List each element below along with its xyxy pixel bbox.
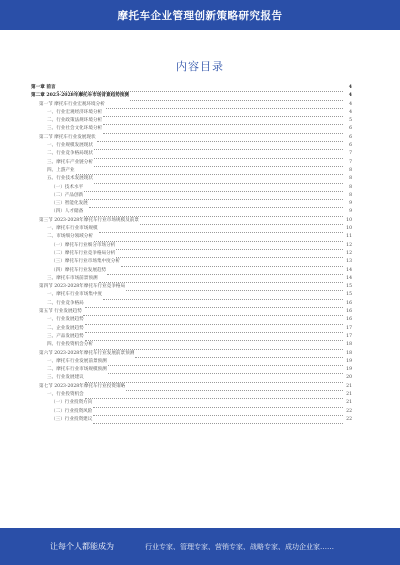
footer-slogan-right: 行业专家、管理专家、营销专家、战略专家、成功企业家…… [145, 542, 334, 551]
toc-entry[interactable] [31, 358, 352, 366]
toc-entry[interactable] [31, 242, 352, 250]
toc-page-number: 22 [346, 416, 352, 422]
toc-leader-dots [121, 261, 343, 267]
toc-leader-dots [85, 393, 343, 399]
toc-leader-dots [94, 161, 343, 167]
toc-page-number: 8 [349, 184, 352, 190]
toc-entry[interactable] [31, 250, 352, 258]
toc-page-number: 16 [346, 309, 352, 315]
toc-leader-dots [85, 335, 343, 341]
toc-entry[interactable] [31, 184, 352, 192]
toc-entry[interactable] [31, 325, 352, 333]
toc-leader-dots [103, 128, 343, 134]
toc-page-number: 10 [346, 217, 352, 223]
toc-page-number: 16 [346, 300, 352, 306]
toc-page-number: 4 [348, 85, 352, 90]
toc-entry[interactable] [31, 350, 352, 358]
toc-entry-title: 四、行业投资机会分析 [47, 342, 93, 348]
toc-page-number: 4 [348, 93, 352, 99]
toc-entry[interactable] [31, 134, 352, 142]
toc-entry[interactable] [31, 258, 352, 266]
toc-leader-dots [103, 111, 343, 117]
toc-page-number: 4 [349, 101, 352, 107]
toc-page-number: 14 [346, 267, 352, 273]
toc-entry[interactable] [31, 333, 352, 341]
toc-page-number: 17 [346, 325, 352, 331]
toc-leader-dots [140, 219, 343, 225]
toc-entry[interactable] [31, 200, 352, 208]
toc-leader-dots [106, 103, 343, 109]
toc-entry[interactable] [31, 291, 352, 299]
toc-leader-dots [103, 294, 343, 300]
toc-page-number: 9 [349, 201, 352, 207]
toc-page-number: 6 [349, 134, 352, 140]
toc-entry-title: 第二节 摩托车行业发展现状 [39, 134, 96, 140]
toc-entry-title: （二）行业投资风险 [51, 408, 93, 414]
toc-entry-title: （一）行业投资方向 [51, 400, 93, 406]
toc-entry[interactable] [31, 208, 352, 216]
toc-entry[interactable] [31, 142, 352, 150]
toc-entry[interactable] [31, 316, 352, 324]
toc-entry[interactable] [31, 300, 352, 308]
toc-leader-dots [93, 410, 343, 416]
report-header-bar [0, 0, 400, 30]
toc-entry-title: （四）摩托车行业发展趋势 [51, 267, 107, 273]
toc-leader-dots [130, 95, 343, 101]
toc-entry-title: 三、摩托车产业链分析 [47, 159, 93, 165]
toc-leader-dots [83, 310, 343, 316]
toc-leader-dots [84, 186, 343, 192]
toc-entry-title: 二、摩托车行业市场规模预测 [47, 367, 107, 373]
toc-entry-title: 第六节 2023-2028年摩托车行业发展前景预测 [39, 350, 135, 356]
toc-entry-title: 二、行业竞争格局现状 [47, 151, 93, 157]
toc-page-number: 19 [346, 358, 352, 364]
toc-page-number: 19 [346, 367, 352, 373]
toc-leader-dots [94, 144, 343, 150]
toc-page-number: 7 [349, 151, 352, 157]
toc-page-number: 6 [349, 143, 352, 149]
toc-leader-dots [99, 277, 343, 283]
toc-entry-title: 一、行业发展趋势 [47, 317, 84, 323]
toc-leader-dots [103, 119, 343, 125]
toc-entry[interactable] [31, 92, 352, 100]
toc-entry-title: 三、摩托车市场前景预测 [47, 275, 98, 281]
toc-entry[interactable] [31, 159, 352, 167]
toc-entry[interactable] [31, 308, 352, 316]
toc-entry[interactable] [31, 416, 352, 424]
toc-entry-title: 一、摩托车行业发展前景预测 [47, 358, 107, 364]
toc-entry[interactable] [31, 175, 352, 183]
toc-entry-title: （三）智能化发展 [51, 201, 88, 207]
toc-page-number: 8 [349, 167, 352, 173]
toc-entry[interactable] [31, 366, 352, 374]
toc-entry[interactable] [31, 117, 352, 125]
toc-page-number: 18 [346, 342, 352, 348]
toc-entry[interactable] [31, 150, 352, 158]
toc-entry[interactable] [31, 391, 352, 399]
toc-entry-title: 一、行业投资机会 [47, 391, 84, 397]
toc-leader-dots [116, 252, 343, 258]
toc-entry[interactable] [31, 408, 352, 416]
toc-page-number: 11 [346, 234, 352, 240]
toc-entry-title: （一）技术水平 [51, 184, 84, 190]
toc-entry-title: 一、摩托车行业市场集中度 [47, 292, 103, 298]
toc-leader-dots [126, 385, 343, 391]
toc-entry-title: 二、行业竞争格局 [47, 300, 84, 306]
toc-entry[interactable] [31, 167, 352, 175]
toc-entry-title: 第三节 2023-2028年摩托车行业市场规模及前景 [39, 217, 139, 223]
toc-page-number: 18 [346, 350, 352, 356]
toc-leader-dots [89, 202, 343, 208]
toc-entry[interactable] [31, 267, 352, 275]
toc-entry[interactable] [31, 101, 352, 109]
footer-slogan-left: 让每个人都能成为 [50, 542, 114, 551]
toc-page-number: 8 [349, 176, 352, 182]
toc-page-number: 12 [346, 242, 352, 248]
toc-entry-title: 五、行业技术发展现状 [47, 176, 93, 182]
toc-page-number: 9 [349, 209, 352, 215]
toc-entry-title: 第七节 2023-2028年摩托车行业投资策略 [39, 383, 126, 389]
toc-leader-dots [94, 236, 343, 242]
toc-entry-title: （二）产品创新 [51, 192, 84, 198]
toc-entry-title: （三）行业投资建议 [51, 416, 93, 422]
toc-leader-dots [99, 227, 343, 233]
toc-leader-dots [93, 402, 343, 408]
toc-heading: 内容目录 [176, 60, 224, 73]
toc-entry[interactable] [31, 341, 352, 349]
toc-leader-dots [76, 169, 343, 175]
toc-entry[interactable] [31, 383, 352, 391]
toc-entry-title: 一、摩托车行业市场规模 [47, 226, 98, 232]
toc-page-number: 10 [346, 226, 352, 232]
toc-leader-dots [107, 269, 343, 275]
toc-entry-title: （二）摩托车行业竞争格局分析 [51, 250, 116, 256]
toc-entry-title: 第五节 行业发展趋势 [39, 309, 82, 315]
toc-leader-dots [108, 368, 343, 374]
toc-leader-dots [84, 194, 343, 200]
toc-leader-dots [85, 327, 343, 333]
toc-entry[interactable] [31, 225, 352, 233]
toc-leader-dots [85, 319, 343, 325]
toc-entry-title: 四、上游产业 [47, 167, 75, 173]
toc-entry[interactable] [31, 374, 352, 382]
toc-entry-title: （四）人才储备 [51, 209, 84, 215]
toc-page-number: 5 [349, 118, 352, 124]
toc-leader-dots [94, 153, 343, 159]
toc-entry-title: （一）摩托车行业细分市场分析 [51, 242, 116, 248]
toc-page-number: 6 [349, 126, 352, 132]
toc-leader-dots [116, 244, 343, 250]
toc-leader-dots [85, 302, 343, 308]
toc-entry-title: 二、企业发展趋势 [47, 325, 84, 331]
footer-bar [0, 528, 400, 565]
toc-page-number: 4 [349, 109, 352, 115]
toc-leader-dots [108, 360, 343, 366]
toc-entry-title: 三、行业发展建议 [47, 375, 84, 381]
toc-entry[interactable] [31, 109, 352, 117]
toc-entry-title: 一、行业规模发展现状 [47, 143, 93, 149]
toc-page-number: 7 [349, 159, 352, 165]
toc-leader-dots [135, 352, 343, 358]
toc-page-number: 22 [346, 408, 352, 414]
toc-page-number: 21 [346, 400, 352, 406]
toc-entry-title: 第四节 2023-2028年摩托车行业竞争格局 [39, 284, 126, 290]
toc-entry[interactable] [31, 275, 352, 283]
toc-entry[interactable] [31, 399, 352, 407]
toc-entry-title: （三）摩托车行业市场集中度分析 [51, 259, 120, 265]
toc-entry[interactable] [31, 125, 352, 133]
toc-page-number: 14 [346, 275, 352, 281]
toc-leader-dots [97, 136, 343, 142]
toc-page-number: 21 [346, 383, 352, 389]
report-title: 摩托车企业管理创新策略研究报告 [117, 9, 283, 22]
toc-entry[interactable] [31, 192, 352, 200]
toc-entry-title: 三、行业社会文化环境分析 [47, 126, 103, 132]
toc-entry[interactable] [31, 84, 352, 92]
toc-entry[interactable] [31, 283, 352, 291]
toc-entry[interactable] [31, 217, 352, 225]
toc-page-number: 13 [346, 259, 352, 265]
toc-entry-title: 三、产品发展趋势 [47, 333, 84, 339]
toc-leader-dots [93, 418, 343, 424]
toc-page-number: 12 [346, 250, 352, 256]
toc-entry-title: 一、行业宏观经济环境分析 [47, 109, 103, 115]
toc-leader-dots [126, 285, 343, 291]
toc-page-number: 16 [346, 317, 352, 323]
toc-page-number: 21 [346, 391, 352, 397]
toc-entry-title: 第一章 前言 [31, 85, 56, 90]
table-of-contents [31, 84, 352, 424]
toc-page-number: 17 [346, 333, 352, 339]
toc-page-number: 15 [346, 284, 352, 290]
toc-entry-title: 第一节 摩托车行业宏观环境分析 [39, 101, 105, 107]
toc-entry-title: 二、行业政策法规环境分析 [47, 118, 103, 124]
toc-entry-title: 二、市场细分领域分析 [47, 234, 93, 240]
toc-entry-title: 第二章 2023-2028年摩托车市场背景趋势预测 [31, 93, 129, 99]
toc-entry[interactable] [31, 233, 352, 241]
toc-page-number: 20 [346, 375, 352, 381]
toc-leader-dots [94, 178, 343, 184]
toc-page-number: 15 [346, 292, 352, 298]
toc-page-number: 8 [349, 192, 352, 198]
